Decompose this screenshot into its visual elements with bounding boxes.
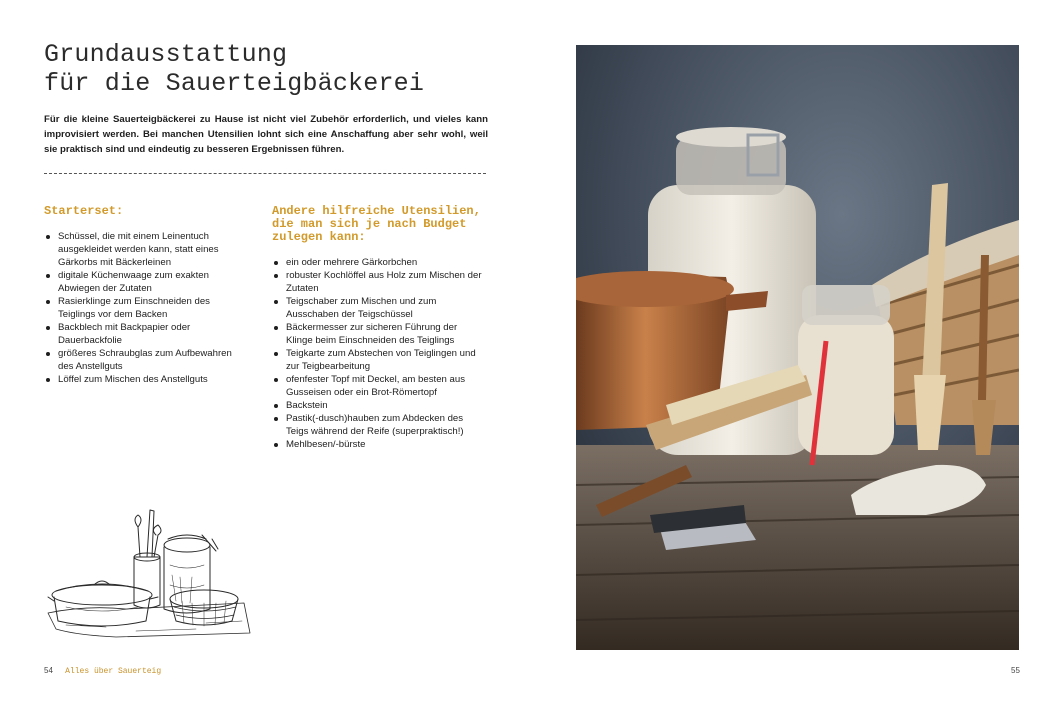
list-item: Schüssel, die mit einem Leinentuch ausgekleidet werden kann, statt eines Gärkorbs mit Bäckerleinen	[44, 230, 249, 269]
page-number-left: 54	[44, 666, 53, 675]
page-number-right: 55	[1011, 666, 1020, 675]
list-item: Backstein	[272, 399, 484, 412]
starter-list	[44, 230, 249, 386]
list-item: Backblech mit Backpapier oder Dauerbackfolie	[44, 321, 249, 347]
list-item: Mehlbesen/-bürste	[272, 438, 484, 451]
baking-tools-photo	[576, 45, 1019, 650]
list-item: Bäckermesser zur sicheren Führung der Klinge beim Einschneiden des Teiglings	[272, 321, 484, 347]
other-heading-line-2: die man sich je nach Budget	[272, 217, 467, 231]
list-item: ofenfester Topf mit Deckel, am besten aus Gusseisen oder ein Brot-Römertopf	[272, 373, 484, 399]
chapter-title: Alles über Sauerteig	[65, 667, 162, 676]
page-title-line-1: Grundausstattung	[44, 40, 288, 69]
list-item: robuster Kochlöffel aus Holz zum Mischen der Zutaten	[272, 269, 484, 295]
other-heading-line-3: zulegen kann:	[272, 230, 366, 244]
dashed-divider	[44, 173, 486, 174]
page-title-line-2: für die Sauerteigbäckerei	[44, 69, 425, 98]
footer-left	[44, 666, 161, 676]
other-list	[272, 256, 484, 451]
list-item: Löffel zum Mischen des Anstellguts	[44, 373, 249, 386]
other-heading-line-1: Andere hilfreiche Utensilien,	[272, 204, 481, 218]
other-heading	[272, 205, 481, 244]
intro-paragraph: Für die kleine Sauerteigbäckerei zu Hause ist nicht viel Zubehör erforderlich, und vieles kann improvisiert werden. Bei manchen Utensilien lohnt sich eine Anschaffung aber sehr wohl, weil sie praktisch sind und eindeutig zu besseren Ergebnissen führen.	[44, 114, 488, 155]
list-item: digitale Küchenwaage zum exakten Abwiegen der Zutaten	[44, 269, 249, 295]
list-item: ein oder mehrere Gärkorbchen	[272, 256, 484, 269]
list-item: Teigkarte zum Abstechen von Teiglingen und zur Teigbearbeitung	[272, 347, 484, 373]
baking-tools-sketch	[46, 505, 256, 640]
starter-heading	[44, 205, 123, 218]
page-title	[44, 40, 424, 98]
starter-heading-text: Starterset:	[44, 204, 124, 218]
list-item: Teigschaber zum Mischen und zum Ausschaben der Teigschüssel	[272, 295, 484, 321]
list-item: Pastik(-dusch)hauben zum Abdecken des Teigs während der Reife (superpraktisch!)	[272, 412, 484, 438]
list-item: Rasierklinge zum Einschneiden des Teiglings vor dem Backen	[44, 295, 249, 321]
list-item: größeres Schraubglas zum Aufbewahren des Anstellguts	[44, 347, 249, 373]
